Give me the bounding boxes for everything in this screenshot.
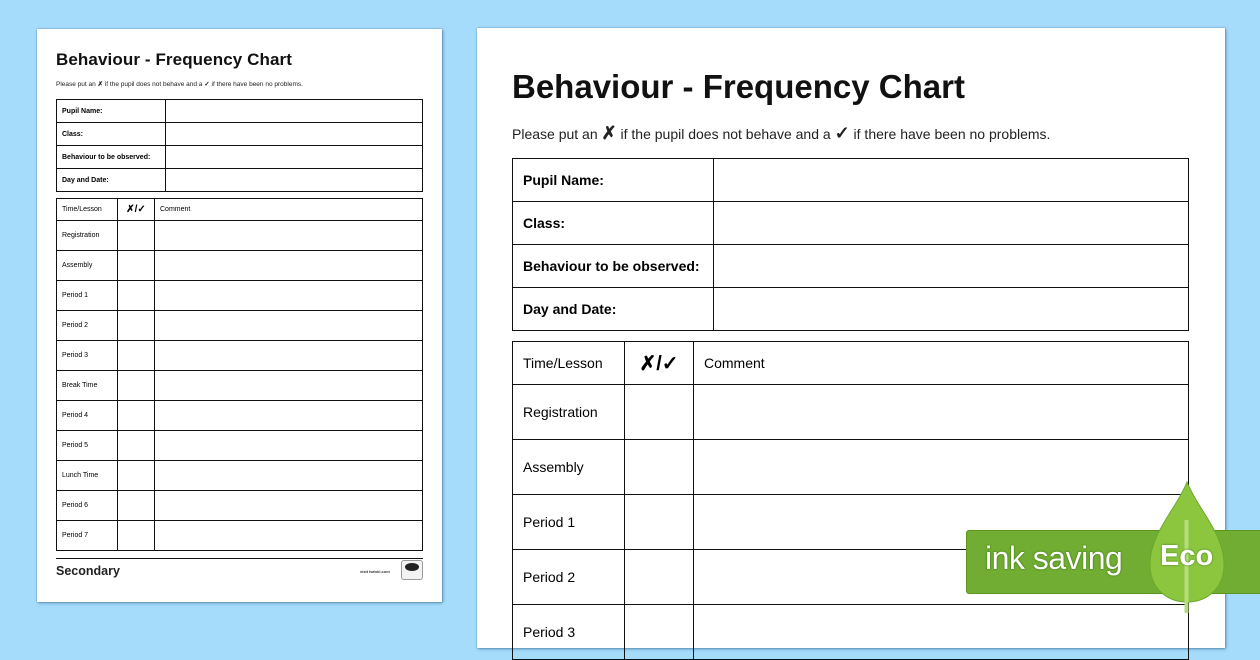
behaviour-log-table: [56, 198, 423, 551]
info-label: Class:: [513, 202, 714, 245]
info-value-field[interactable]: [714, 202, 1189, 245]
row-time: Period 1: [57, 281, 118, 311]
info-label: Day and Date:: [57, 169, 166, 192]
table-header-row: [57, 199, 423, 221]
header-time-lesson: Time/Lesson: [57, 199, 118, 221]
tick-mark-icon: ✓: [834, 123, 850, 143]
row-time: Assembly: [57, 251, 118, 281]
eco-label: Eco: [1160, 540, 1214, 572]
mark-cell[interactable]: [625, 605, 694, 660]
info-label: Behaviour to be observed:: [513, 245, 714, 288]
instruction-text: Please put an: [512, 126, 598, 142]
info-row: [57, 146, 423, 169]
instructions: [512, 123, 1050, 144]
x-mark-icon: ✗: [601, 123, 617, 143]
table-row: [57, 431, 423, 461]
table-row: [513, 605, 1189, 660]
mark-cell[interactable]: [118, 431, 155, 461]
info-label: Class:: [57, 123, 166, 146]
mark-cell[interactable]: [118, 221, 155, 251]
mark-cell[interactable]: [625, 440, 694, 495]
comment-cell[interactable]: [155, 491, 423, 521]
table-row: [57, 221, 423, 251]
info-value-field[interactable]: [166, 100, 423, 123]
row-time: Period 6: [57, 491, 118, 521]
mark-cell[interactable]: [118, 461, 155, 491]
comment-cell[interactable]: [155, 401, 423, 431]
info-value-field[interactable]: [714, 245, 1189, 288]
row-time: Registration: [57, 221, 118, 251]
instruction-text: if there have been no problems.: [211, 81, 303, 88]
tick-mark-icon: ✓: [204, 81, 210, 88]
mark-cell[interactable]: [118, 251, 155, 281]
table-row: [513, 440, 1189, 495]
comment-cell[interactable]: [694, 385, 1189, 440]
row-time: Registration: [513, 385, 625, 440]
info-row: [513, 288, 1189, 331]
mark-cell[interactable]: [625, 550, 694, 605]
table-row: [513, 385, 1189, 440]
row-time: Period 7: [57, 521, 118, 551]
row-time: Lunch Time: [57, 461, 118, 491]
mark-cell[interactable]: [118, 371, 155, 401]
comment-cell[interactable]: [694, 605, 1189, 660]
info-row: [57, 169, 423, 192]
header-mark: ✗/✓: [625, 342, 694, 385]
pupil-info-table: [56, 99, 423, 192]
comment-cell[interactable]: [155, 251, 423, 281]
footer-url: visit twinkl.com: [360, 569, 390, 574]
footer-divider: [56, 558, 423, 559]
table-row: [57, 401, 423, 431]
row-time: Period 2: [57, 311, 118, 341]
row-time: Period 3: [57, 341, 118, 371]
row-time: Period 4: [57, 401, 118, 431]
table-row: [57, 521, 423, 551]
table-row: [57, 371, 423, 401]
info-value-field[interactable]: [714, 159, 1189, 202]
info-row: [513, 159, 1189, 202]
row-time: Period 1: [513, 495, 625, 550]
mark-cell[interactable]: [118, 401, 155, 431]
info-value-field[interactable]: [166, 169, 423, 192]
instruction-text: if the pupil does not behave and a: [104, 81, 203, 88]
info-value-field[interactable]: [714, 288, 1189, 331]
table-row: [57, 341, 423, 371]
info-label: Pupil Name:: [513, 159, 714, 202]
table-row: [57, 281, 423, 311]
comment-cell[interactable]: [155, 461, 423, 491]
comment-cell[interactable]: [155, 341, 423, 371]
info-value-field[interactable]: [166, 146, 423, 169]
info-row: [513, 245, 1189, 288]
comment-cell[interactable]: [155, 431, 423, 461]
mark-cell[interactable]: [625, 495, 694, 550]
mark-cell[interactable]: [118, 341, 155, 371]
row-time: Period 2: [513, 550, 625, 605]
ink-saving-label: ink saving: [985, 540, 1123, 576]
header-comment: Comment: [694, 342, 1189, 385]
info-row: [513, 202, 1189, 245]
header-comment: Comment: [155, 199, 423, 221]
mark-cell[interactable]: [118, 491, 155, 521]
comment-cell[interactable]: [155, 371, 423, 401]
instruction-text: Please put an: [56, 81, 96, 88]
info-label: Pupil Name:: [57, 100, 166, 123]
comment-cell[interactable]: [155, 281, 423, 311]
instruction-text: if the pupil does not behave and a: [620, 126, 831, 142]
mark-cell[interactable]: [118, 521, 155, 551]
comment-cell[interactable]: [694, 440, 1189, 495]
row-time: Period 3: [513, 605, 625, 660]
mark-cell[interactable]: [118, 281, 155, 311]
info-value-field[interactable]: [166, 123, 423, 146]
mark-cell[interactable]: [625, 385, 694, 440]
table-header-row: [513, 342, 1189, 385]
footer-label: Secondary: [56, 564, 120, 578]
table-row: [57, 251, 423, 281]
info-label: Day and Date:: [513, 288, 714, 331]
info-label: Behaviour to be observed:: [57, 146, 166, 169]
comment-cell[interactable]: [155, 521, 423, 551]
row-time: Break Time: [57, 371, 118, 401]
info-row: [57, 100, 423, 123]
x-mark-icon: ✗: [97, 81, 104, 88]
header-time-lesson: Time/Lesson: [513, 342, 625, 385]
row-time: Assembly: [513, 440, 625, 495]
page-preview-thumbnail[interactable]: [37, 29, 442, 602]
comment-cell[interactable]: [155, 221, 423, 251]
table-row: [57, 461, 423, 491]
header-mark: ✗/✓: [118, 199, 155, 221]
instructions: [56, 80, 303, 88]
table-row: [57, 491, 423, 521]
behaviour-log-table: [512, 341, 1189, 660]
pupil-info-table: [512, 158, 1189, 331]
row-time: Period 5: [57, 431, 118, 461]
page-title: Behaviour - Frequency Chart: [512, 68, 965, 105]
table-row: [57, 311, 423, 341]
instruction-text: if there have been no problems.: [853, 126, 1051, 142]
twinkl-logo-icon: [401, 560, 423, 580]
comment-cell[interactable]: [155, 311, 423, 341]
info-row: [57, 123, 423, 146]
page-title: Behaviour - Frequency Chart: [56, 50, 293, 69]
mark-cell[interactable]: [118, 311, 155, 341]
